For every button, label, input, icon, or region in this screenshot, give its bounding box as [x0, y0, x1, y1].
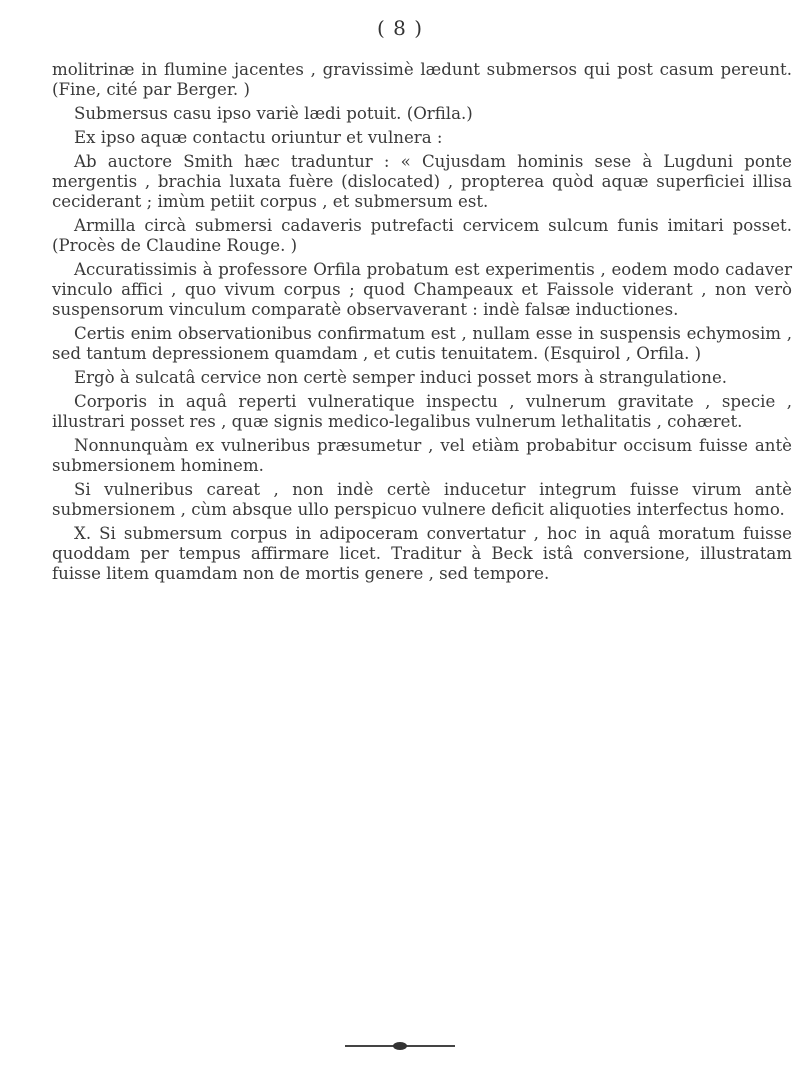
paragraph: molitrinæ in flumine jacentes , gravissimè lædunt submersos qui post casum pereunt. (Fine, cité par Berger. ) [52, 60, 792, 99]
paragraph: Si vulneribus careat , non indè certè inducetur integrum fuisse virum antè submersionem , cùm absque ullo perspicuo vulnere deficit aliquoties interfectus homo. [52, 480, 792, 519]
paragraph: Ex ipso aquæ contactu oriuntur et vulnera : [74, 128, 443, 147]
paragraph: X. Si submersum corpus in adipoceram convertatur , hoc in aquâ moratum fuisse quoddam per tempus affirmare licet. Traditur à Beck istâ conversione, illustratam fuisse litem quamdam non de mortis genere , sed tempore. [52, 524, 792, 583]
paragraph: Submersus casu ipso variè lædi potuit. (Orfila.) [74, 104, 473, 123]
body-text [52, 60, 792, 588]
paragraph: Accuratissimis à professore Orfila probatum est experimentis , eodem modo cadaver vinculo affici , quo vivum corpus ; quod Champeaux et Faissole viderant , non verò suspensorum vinculum comparatè observaverant : indè falsæ inductiones. [52, 260, 792, 319]
paragraph: Ergò à sulcatâ cervice non certè semper induci posset mors à strangulatione. [74, 368, 728, 387]
paragraph: Corporis in aquâ reperti vulneratique inspectu , vulnerum gravitate , specie , illustrari posset res , quæ signis medico-legalibus vulnerum lethalitatis , cohæret. [52, 392, 792, 431]
paragraph: Armilla circà submersi cadaveris putrefacti cervicem sulcum funis imitari posset. (Procès de Claudine Rouge. ) [52, 216, 792, 255]
ornamental-rule [345, 1045, 455, 1047]
paragraph: Ab auctore Smith hæc traduntur : « Cujusdam hominis sese à Lugduni ponte mergentis , brachia luxata fuère (dislocated) , propterea quòd aquæ superficiei illisa ceciderant ; imùm petiit corpus , et submersum est. [52, 152, 792, 211]
paragraph: Certis enim observationibus confirmatum est , nullam esse in suspensis echymosim , sed tantum depressionem quamdam , et cutis tenuitatem. (Esquirol , Orfila. ) [52, 324, 792, 363]
paragraph: Nonnunquàm ex vulneribus præsumetur , vel etiàm probabitur occisum fuisse antè submersionem hominem. [52, 436, 792, 475]
page-number: ( 8 ) [376, 16, 424, 40]
